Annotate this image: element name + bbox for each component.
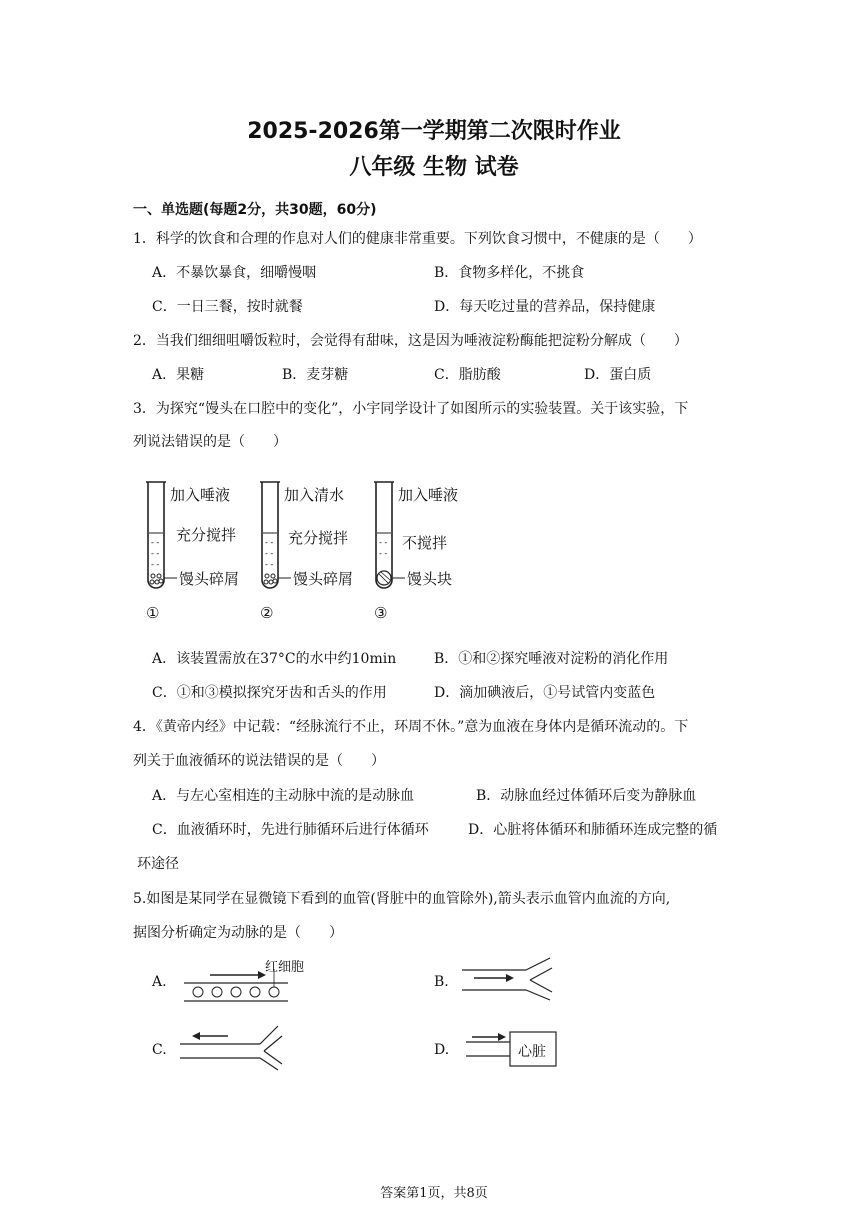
page-subtitle: 八年级 生物 试卷	[349, 155, 519, 180]
tube-2-stir-label: 充分搅拌	[288, 529, 349, 547]
question-4-option-a: A．与左心室相连的主动脉中流的是动脉血	[152, 788, 415, 804]
question-3-option-a: A．该装置需放在37°C的水中约10min	[152, 651, 397, 667]
tube-2-number: ②	[260, 604, 274, 622]
tube-3-add-label: 加入唾液	[398, 486, 459, 504]
heart-label: 心脏	[518, 1044, 546, 1060]
question-5-stem-line2: 据图分析确定为动脉的是（ ）	[133, 925, 343, 941]
svg-text:- -: - -	[151, 549, 160, 558]
question-4-option-b: B．动脉血经过体循环后变为静脉血	[476, 788, 697, 804]
svg-text:- -: - -	[379, 538, 388, 547]
question-1-stem: 1．科学的饮食和合理的作息对人们的健康非常重要。下列饮食习惯中，不健康的是（ ）	[133, 231, 702, 247]
question-1-option-b: B．食物多样化，不挑食	[434, 265, 585, 281]
question-5-option-a: A.	[152, 974, 167, 990]
question-1-option-d: D．每天吃过量的营养品，保持健康	[434, 299, 656, 315]
question-1-option-c: C．一日三餐，按时就餐	[152, 299, 303, 315]
vessel-b-figure	[460, 956, 570, 1002]
question-5-stem-line1: 5.如图是某同学在显微镜下看到的血管(肾脏中的血管除外),箭头表示血管内血流的方向,	[133, 891, 671, 907]
question-3-stem-line2: 列说法错误的是（ ）	[133, 434, 287, 450]
red-blood-cell-label: 红细胞	[265, 960, 305, 975]
svg-text:- -: - -	[265, 560, 274, 569]
page-footer: 答案第1页，共8页	[380, 1186, 488, 1201]
question-3-option-c: C．①和③模拟探究牙齿和舌头的作用	[152, 685, 387, 701]
question-3-option-d: D．滴加碘液后，①号试管内变蓝色	[434, 685, 656, 701]
question-4-option-d: D．心脏将体循环和肺循环连成完整的循	[468, 822, 718, 838]
question-5-option-d: D.	[434, 1042, 450, 1058]
tube-1-number: ①	[146, 604, 160, 622]
page-title: 2025-2026第一学期第二次限时作业	[247, 119, 621, 144]
svg-text:- -: - -	[265, 538, 274, 547]
tube-3-content-label: 馒头块	[407, 570, 453, 588]
svg-text:- -: - -	[265, 549, 274, 558]
question-5-option-c: C.	[152, 1042, 167, 1058]
question-2-option-d: D．蛋白质	[584, 367, 652, 383]
question-2-option-b: B．麦芽糖	[282, 367, 349, 383]
vessel-d-figure	[464, 1030, 564, 1070]
svg-text:- -: - -	[151, 560, 160, 569]
tube-3-number: ③	[374, 604, 388, 622]
question-3-option-b: B．①和②探究唾液对淀粉的消化作用	[434, 651, 669, 667]
question-3-stem-line1: 3．为探究“馒头在口腔中的变化”，小宇同学设计了如图所示的实验装置。关于该实验，下	[133, 401, 689, 417]
tube-1-content-label: 馒头碎屑	[179, 570, 240, 588]
question-4-stem-line1: 4．《黄帝内经》中记载：“经脉流行不止，环周不休。”意为血液在身体内是循环流动的。下	[133, 719, 689, 735]
tube-1-stir-label: 充分搅拌	[176, 526, 237, 544]
question-4-option-d-cont: 环途径	[137, 856, 179, 872]
vessel-c-figure	[178, 1022, 288, 1072]
svg-text:- -: - -	[379, 549, 388, 558]
tube-2-content-label: 馒头碎屑	[293, 570, 354, 588]
tube-3-stir-label: 不搅拌	[402, 534, 448, 552]
tube-1-add-label: 加入唾液	[170, 486, 231, 504]
question-1-option-a: A．不暴饮暴食，细嚼慢咽	[152, 265, 317, 281]
question-2-option-c: C．脂肪酸	[434, 367, 501, 383]
question-2-option-a: A．果糖	[152, 367, 205, 383]
question-5-option-b: B.	[434, 974, 449, 990]
tube-2-add-label: 加入清水	[284, 486, 345, 504]
question-4-stem-line2: 列关于血液循环的说法错误的是（ ）	[133, 753, 385, 769]
svg-text:- -: - -	[151, 538, 160, 547]
question-2-stem: 2．当我们细细咀嚼饭粒时，会觉得有甜味，这是因为唾液淀粉酶能把淀粉分解成（ ）	[133, 333, 688, 349]
question-4-option-c: C．血液循环时，先进行肺循环后进行体循环	[152, 822, 429, 838]
section-heading: 一、单选题(每题2分，共30题，60分)	[133, 202, 377, 218]
